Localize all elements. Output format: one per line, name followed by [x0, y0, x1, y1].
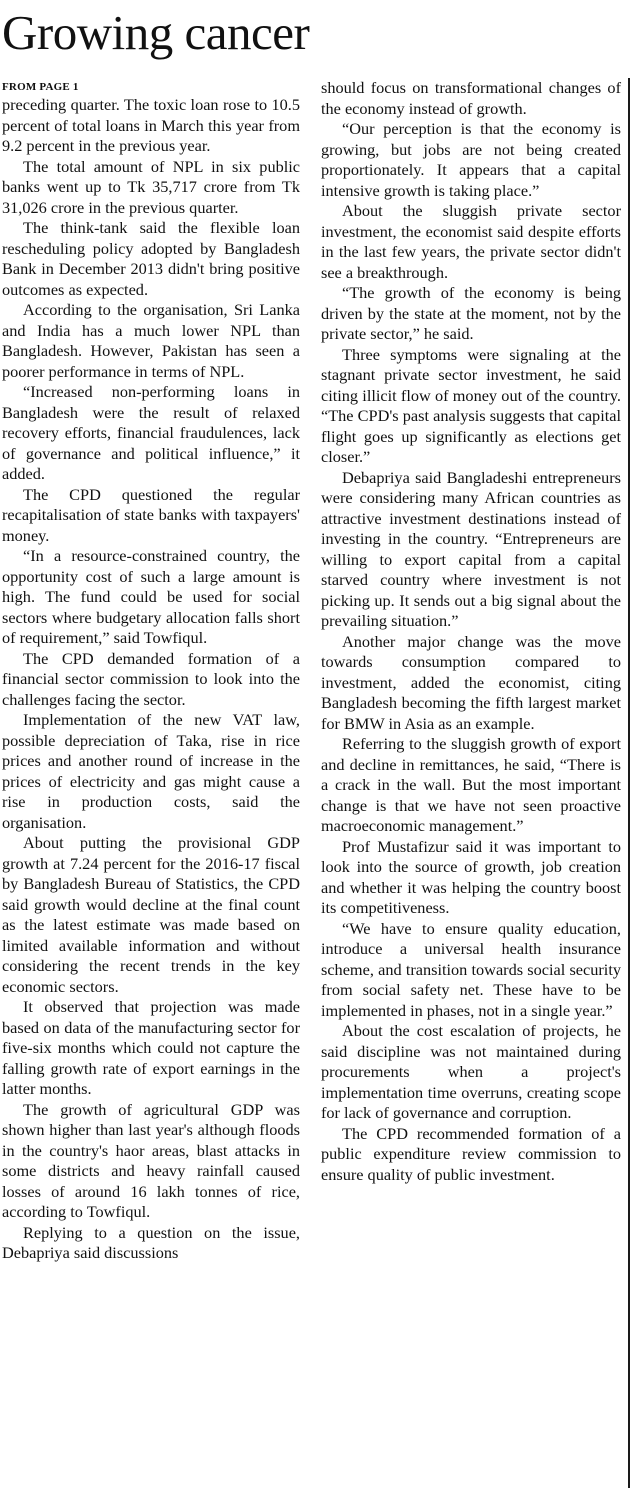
- paragraph: About the cost escalation of projects, he said discipline was not maintained during procurements when a project's implementation time overruns, creating scope for lack of governance and corruption.: [321, 1021, 621, 1122]
- paragraph: Replying to a question on the issue, Debapriya said discussions: [2, 1222, 300, 1262]
- paragraph: The growth of agricultural GDP was shown higher than last year's although floods in the country's haor areas, blast attacks in some districts and heavy rainfall caused losses of around 16 lakh tonnes of rice, according to Towfiqul.: [2, 1099, 300, 1221]
- kicker-from-page: FROM PAGE 1: [2, 81, 79, 93]
- paragraph: should focus on transformational changes of the economy instead of growth.: [321, 78, 621, 118]
- paragraph: Debapriya said Bangladeshi entrepreneurs were considering many African countries as attractive investment destinations instead of investing in the country. “Entrepreneurs are willing to export capital from a capital starved country where investment is not picking up. It sends out a big signal about the prevailing situation.”: [321, 467, 621, 630]
- paragraph: The total amount of NPL in six public banks went up to Tk 35,717 crore from Tk 31,026 crore in the previous quarter.: [2, 156, 300, 217]
- column-border-rule: [628, 78, 630, 1488]
- paragraph: “Increased non-performing loans in Bangladesh were the result of relaxed recovery efforts, financial fraudulences, lack of governance and political influence,” it added.: [2, 382, 300, 483]
- paragraph: “Our perception is that the economy is growing, but jobs are not being created proportionately. It appears that a capital intensive growth is taking place.”: [321, 119, 621, 200]
- paragraph: preceding quarter. The toxic loan rose to 10.5 percent of total loans in March this year from 9.2 percent in the previous year.: [2, 95, 300, 155]
- paragraph: The CPD demanded formation of a financial sector commission to look into the challenges facing the sector.: [2, 648, 300, 709]
- paragraph: About the sluggish private sector investment, the economist said despite efforts in the last few years, the private sector didn't see a breakthrough.: [321, 201, 621, 282]
- article-headline: Growing cancer: [2, 5, 310, 60]
- paragraph: Prof Mustafizur said it was important to look into the source of growth, job creation and whether it was helping the country boost its competitiveness.: [321, 836, 621, 917]
- paragraph: Implementation of the new VAT law, possible depreciation of Taka, rise in rice prices and another round of increase in the prices of electricity and gas might cause a rise in production costs, said the organisation.: [2, 710, 300, 832]
- paragraph: “We have to ensure quality education, introduce a universal health insurance scheme, and transition towards social security from social safety net. These have to be implemented in phases, not in a single year.”: [321, 918, 621, 1020]
- paragraph: The CPD recommended formation of a public expenditure review commission to ensure quality of public investment.: [321, 1123, 621, 1184]
- paragraph: The CPD questioned the regular recapitalisation of state banks with taxpayers' money.: [2, 484, 300, 545]
- paragraph: About putting the provisional GDP growth at 7.24 percent for the 2016-17 fiscal by Bangladesh Bureau of Statistics, the CPD said growth would decline at the final count as the latest estimate was made based on limited available information and without considering the recent trends in the key economic sectors.: [2, 833, 300, 996]
- paragraph: “The growth of the economy is being driven by the state at the moment, not by the private sector,” he said.: [321, 283, 621, 343]
- paragraph: The think-tank said the flexible loan rescheduling policy adopted by Bangladesh Bank in December 2013 didn't bring positive outcomes as expected.: [2, 218, 300, 299]
- article-column-right: [321, 78, 621, 1185]
- paragraph: Another major change was the move towards consumption compared to investment, added the economist, citing Bangladesh becoming the fifth largest market for BMW in Asia as an example.: [321, 631, 621, 733]
- paragraph: According to the organisation, Sri Lanka and India has a much lower NPL than Bangladesh. However, Pakistan has seen a poorer performance in terms of NPL.: [2, 300, 300, 381]
- paragraph: “In a resource-constrained country, the opportunity cost of such a large amount is high. The fund could be used for social sectors where budgetary allocation falls short of requirement,” said Towfiqul.: [2, 546, 300, 647]
- paragraph: Three symptoms were signaling at the stagnant private sector investment, he said citing illicit flow of money out of the country. “The CPD's past analysis suggests that capital flight goes up significantly as elections get closer.”: [321, 344, 621, 466]
- paragraph: It observed that projection was made based on data of the manufacturing sector for five-six months which could not capture the falling growth rate of export earnings in the latter months.: [2, 997, 300, 1098]
- paragraph: Referring to the sluggish growth of export and decline in remittances, he said, “There is a crack in the wall. But the most important change is that we have not seen proactive macroeconomic management.”: [321, 734, 621, 835]
- article-column-left: [2, 79, 300, 1264]
